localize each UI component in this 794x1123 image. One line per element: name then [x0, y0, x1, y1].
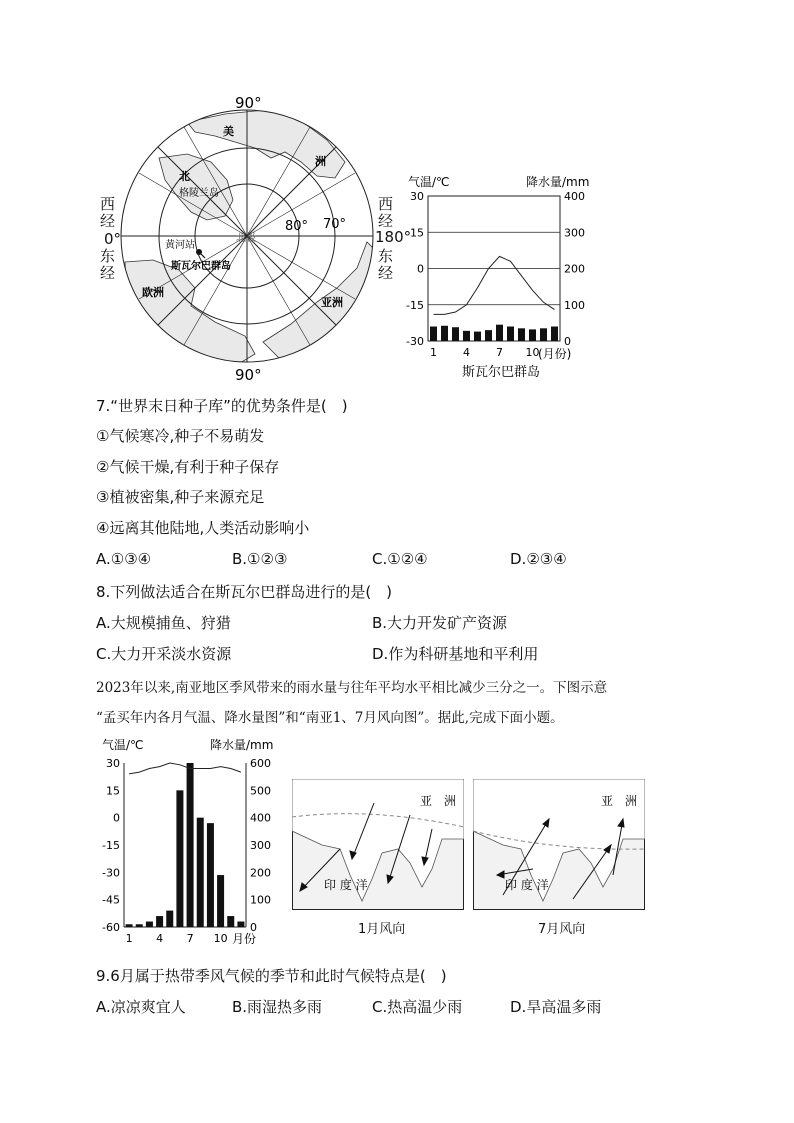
svalbard-temperature-line [434, 256, 555, 314]
wind-map-january-caption: 1月风向 [358, 922, 406, 937]
intro-line-1: 2023年以来,南亚地区季风带来的雨水量与往年平均水平相比减少三分之一。下图示意 [96, 680, 608, 696]
sv-precip-bar [463, 331, 470, 341]
q7-option-d[interactable]: D.②③④ [510, 550, 567, 568]
mb-right-tick: 400 [250, 811, 271, 825]
mb-x-tick: 10 [213, 932, 228, 945]
jul-ocean-label: 印 度 洋 [505, 878, 549, 892]
sv-left-tick: 30 [410, 190, 424, 203]
sv-left-tick: 15 [410, 226, 424, 240]
mb-precip-bar [136, 924, 143, 927]
mb-precip-bar [217, 875, 224, 927]
sv-precip-bar [529, 329, 536, 341]
mb-right-tick: 600 [250, 757, 271, 770]
sv-precip-bar [551, 327, 558, 342]
svalbard-x-unit: (月份) [538, 347, 572, 361]
mb-precip-bar [146, 922, 153, 927]
mb-left-tick: -60 [102, 921, 120, 934]
svalbard-ylabel-left: 气温/℃ [408, 175, 450, 189]
sv-precip-bar [496, 325, 503, 341]
mb-right-tick: 200 [250, 866, 271, 880]
mumbai-ylabel-left: 气温/℃ [102, 738, 144, 752]
right-180-label: 180° [375, 228, 412, 246]
jan-asia-label: 亚 洲 [420, 794, 457, 808]
deg-bottom: 90° [235, 366, 262, 382]
mb-left-tick: -45 [102, 893, 120, 907]
mb-left-tick: 0 [113, 811, 120, 825]
label-europe: 欧洲 [142, 286, 164, 299]
q7-item-2: ②气候干燥,有利于种子保存 [96, 458, 280, 476]
mumbai-temperature-line [129, 763, 241, 774]
label-greenland: 格陵兰岛 [179, 188, 219, 199]
left-zero-label: 0° [104, 230, 122, 248]
mb-precip-bar [207, 823, 214, 927]
q7-item-3: ③植被密集,种子来源充足 [96, 488, 265, 506]
left-east-label: 东 经 [100, 247, 116, 282]
mb-precip-bar [126, 924, 133, 927]
mb-x-tick: 1 [125, 932, 133, 945]
mb-right-tick: 500 [250, 784, 271, 798]
sv-left-tick: -30 [406, 335, 424, 348]
pole-label: 北极 [236, 233, 256, 244]
mb-right-tick: 100 [250, 893, 271, 907]
sv-x-tick: 1 [430, 346, 437, 359]
sv-left-tick: -15 [406, 298, 424, 312]
mb-right-tick: 0 [250, 921, 257, 934]
wind-map-july-caption: 7月风向 [538, 922, 586, 937]
sv-precip-bar [485, 330, 492, 341]
label-huanghe: 黄河站 [165, 240, 195, 251]
arctic-polar-map [95, 92, 415, 382]
sv-right-tick: 400 [564, 190, 585, 203]
left-west-label: 西 经 [100, 195, 116, 230]
q9-option-b[interactable]: B.雨湿热多雨 [232, 998, 323, 1016]
sv-right-tick: 200 [564, 262, 585, 276]
mb-precip-bar [187, 763, 194, 927]
right-east-label: 东 经 [378, 247, 394, 282]
q7-item-1: ①气候寒冷,种子不易萌发 [96, 427, 265, 445]
q8-option-b[interactable]: B.大力开发矿产资源 [372, 614, 508, 632]
label-asia: 亚洲 [321, 296, 343, 309]
label-mei: 美 [223, 125, 234, 138]
sv-precip-bar [474, 332, 481, 341]
lat-80: 80° [285, 219, 309, 234]
mumbai-x-unit: 月份 [232, 932, 257, 946]
mb-precip-bar [176, 790, 183, 927]
sv-x-tick: 10 [525, 346, 540, 359]
right-west-label: 西 经 [378, 195, 394, 230]
wind-map-july [473, 779, 645, 911]
mb-right-tick: 300 [250, 839, 271, 852]
sv-precip-bar [441, 326, 448, 341]
mb-x-tick: 4 [156, 932, 164, 945]
sv-right-tick: 300 [564, 226, 585, 240]
mb-left-tick: 30 [106, 757, 120, 770]
sv-precip-bar [507, 327, 514, 342]
svalbard-climate-chart [398, 172, 598, 384]
jan-ocean-label: 印 度 洋 [324, 878, 368, 892]
q9-option-c[interactable]: C.热高温少雨 [372, 998, 463, 1016]
europe-shape [125, 260, 255, 366]
wind-map-january [292, 779, 464, 911]
q9-option-a[interactable]: A.凉凉爽宜人 [96, 998, 186, 1016]
q8-option-a[interactable]: A.大规模捕鱼、狩猎 [96, 614, 231, 632]
label-zhou: 洲 [315, 155, 326, 168]
sv-right-tick: 0 [564, 335, 571, 348]
sv-right-tick: 100 [564, 298, 585, 312]
deg-top: 90° [235, 94, 262, 112]
sv-x-tick: 7 [496, 346, 503, 359]
label-bei: 北 [179, 170, 190, 183]
mb-left-tick: -15 [102, 839, 120, 852]
mb-precip-bar [237, 922, 244, 927]
jul-asia-label: 亚 洲 [601, 794, 638, 808]
q8-option-d[interactable]: D.作为科研基地和平利用 [372, 645, 539, 663]
intro-line-2: “孟买年内各月气温、降水量图”和“南亚1、7月风向图”。据此,完成下面小题。 [96, 710, 564, 726]
sv-precip-bar [518, 328, 525, 341]
q7-option-a[interactable]: A.①③④ [96, 550, 152, 568]
lat-70: 70° [323, 217, 347, 232]
q7-item-4: ④远离其他陆地,人类活动影响小 [96, 519, 310, 537]
mb-left-tick: 15 [106, 784, 120, 798]
mumbai-ylabel-right: 降水量/mm [210, 738, 274, 752]
q7-option-b[interactable]: B.①②③ [232, 550, 288, 568]
sv-left-tick: 0 [417, 262, 424, 276]
sv-precip-bar [452, 327, 459, 341]
mb-precip-bar [197, 818, 204, 927]
q9-option-d[interactable]: D.旱高温多雨 [510, 998, 602, 1016]
q7-stem: 7.“世界末日种子库”的优势条件是( ) [96, 397, 348, 415]
sv-precip-bar [430, 327, 437, 342]
q9-stem: 9.6月属于热带季风气候的季节和此时气候特点是( ) [96, 967, 447, 985]
asia-shape [263, 242, 377, 364]
label-svalbard: 斯瓦尔巴群岛 [171, 261, 231, 272]
mumbai-climate-chart [96, 735, 282, 947]
sv-precip-bar [540, 328, 547, 341]
sv-x-tick: 4 [463, 346, 470, 359]
svalbard-title: 斯瓦尔巴群岛 [462, 365, 541, 380]
mb-left-tick: -30 [102, 866, 120, 880]
q8-option-c[interactable]: C.大力开采淡水资源 [96, 645, 232, 663]
mb-precip-bar [156, 916, 163, 927]
mb-precip-bar [227, 916, 234, 927]
mb-precip-bar [166, 911, 173, 927]
mb-x-tick: 7 [186, 932, 194, 945]
q7-option-c[interactable]: C.①②④ [372, 550, 428, 568]
q8-stem: 8.下列做法适合在斯瓦尔巴群岛进行的是( ) [96, 583, 393, 601]
svalbard-ylabel-right: 降水量/mm [526, 175, 590, 189]
